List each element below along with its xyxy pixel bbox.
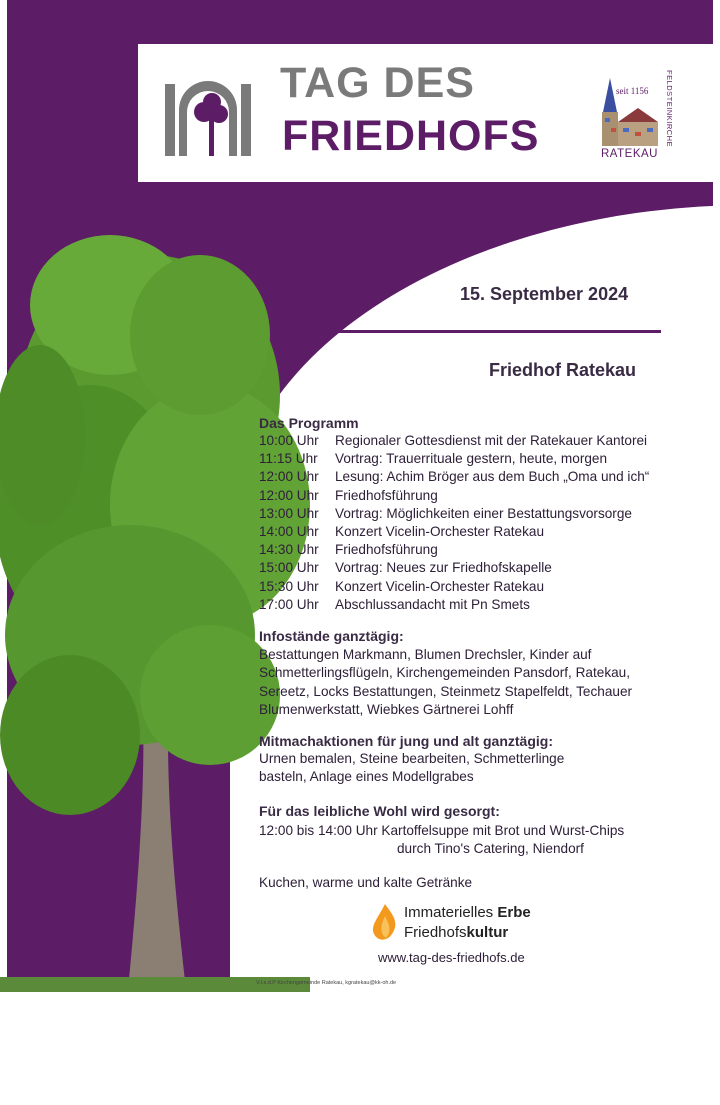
flame-icon <box>370 904 400 944</box>
programm-text: Vortrag: Trauerrituale gestern, heute, morgen <box>335 451 608 467</box>
programm-time: 12:00 Uhr <box>259 469 319 485</box>
programm-time: 15:00 Uhr <box>259 560 319 576</box>
programm-item <box>259 505 649 523</box>
programm-text: Friedhofsführung <box>335 542 438 558</box>
programm-item <box>259 450 649 468</box>
programm-item <box>259 432 649 450</box>
event-venue: Friedhof Ratekau <box>489 360 637 380</box>
programm-item <box>259 541 649 559</box>
programm-time: 14:00 Uhr <box>259 524 319 540</box>
mitmach-line: basteln, Anlage eines Modellgrabes <box>259 769 474 785</box>
church-logo-seit: seit 1156 <box>616 86 649 96</box>
wohl-line-2: durch Tino's Catering, Niendorf <box>397 841 584 857</box>
title-line-2: FRIEDHOFS <box>282 112 540 160</box>
wohl-line-1: 12:00 bis 14:00 Uhr Kartoffelsuppe mit Brot und Wurst-Chips <box>259 823 625 838</box>
programm-text: Vortrag: Neues zur Friedhofskapelle <box>335 560 552 576</box>
erbe-text-c: Friedhofs <box>404 924 467 941</box>
programm-time: 10:00 Uhr <box>259 433 319 448</box>
programm-time: 17:00 Uhr <box>259 596 319 612</box>
programm-item <box>259 487 649 505</box>
programm-time: 14:30 Uhr <box>259 542 319 558</box>
divider-line <box>309 330 661 333</box>
mitmach-heading: Mitmachaktionen für jung und alt ganztägig: <box>259 733 553 749</box>
infostaende-line: Schmetterlingsflügeln, Kirchengemeinden Pansdorf, Ratekau, <box>259 665 631 681</box>
erbe-text-a: Immaterielles <box>404 904 498 921</box>
programm-text: Regionaler Gottesdienst mit der Ratekauer Kantorei <box>335 433 648 448</box>
infostaende-line: Bestattungen Markmann, Blumen Drechsler, Kinder auf <box>259 647 592 662</box>
wohl-heading: Für das leibliche Wohl wird gesorgt: <box>259 803 500 819</box>
erbe-logo-line-1 <box>404 904 531 921</box>
programm-item <box>259 596 649 614</box>
programm-item <box>259 523 649 541</box>
erbe-logo-line-2 <box>404 924 508 941</box>
event-date: 15. September 2024 <box>460 284 629 304</box>
programm-time: 15:30 Uhr <box>259 578 319 594</box>
programm-list <box>259 432 649 614</box>
erbe-text-d: kultur <box>466 924 509 941</box>
programm-heading: Das Programm <box>259 415 359 431</box>
programm-text: Konzert Vicelin-Orchester Ratekau <box>335 578 545 594</box>
mitmach-text <box>259 750 564 787</box>
programm-time: 13:00 Uhr <box>259 505 319 521</box>
footnote: V.i.s.d.P Kirchengemeinde Ratekau, kgratekau@kk-oh.de <box>256 980 397 986</box>
programm-text: Vortrag: Möglichkeiten einer Bestattungsvorsorge <box>335 505 632 521</box>
church-logo-vertical-text: FELDSTEINKIRCHE <box>665 70 674 148</box>
bottom-strip <box>0 992 720 999</box>
programm-time: 11:15 Uhr <box>259 451 318 467</box>
wohl-text <box>259 822 624 859</box>
kuchen-text: Kuchen, warme und kalte Getränke <box>259 875 473 890</box>
website-link[interactable]: www.tag-des-friedhofs.de <box>378 950 525 965</box>
programm-text: Konzert Vicelin-Orchester Ratekau <box>335 524 545 540</box>
infostaende-line: Blumenwerkstatt, Wiebkes Gärtnerei Lohff <box>259 702 514 718</box>
infostaende-heading: Infostände ganztägig: <box>259 628 404 644</box>
programm-text: Friedhofsführung <box>335 487 438 503</box>
programm-item <box>259 578 649 596</box>
programm-item <box>259 468 649 486</box>
title-line-1: TAG DES <box>280 59 475 107</box>
programm-text: Abschlussandacht mit Pn Smets <box>335 596 530 612</box>
programm-time: 12:00 Uhr <box>259 487 319 503</box>
mitmach-line: Urnen bemalen, Steine bearbeiten, Schmetterlinge <box>259 751 565 766</box>
programm-text: Lesung: Achim Bröger aus dem Buch „Oma und ich“ <box>335 469 650 485</box>
cemetery-arch-logo <box>165 72 251 158</box>
church-logo-name: RATEKAU <box>601 148 658 160</box>
programm-item <box>259 559 649 577</box>
erbe-text-b: Erbe <box>497 904 531 921</box>
infostaende-text <box>259 646 632 720</box>
infostaende-line: Sereetz, Locks Bestattungen, Steinmetz Stapelfeldt, Techauer <box>259 683 633 699</box>
